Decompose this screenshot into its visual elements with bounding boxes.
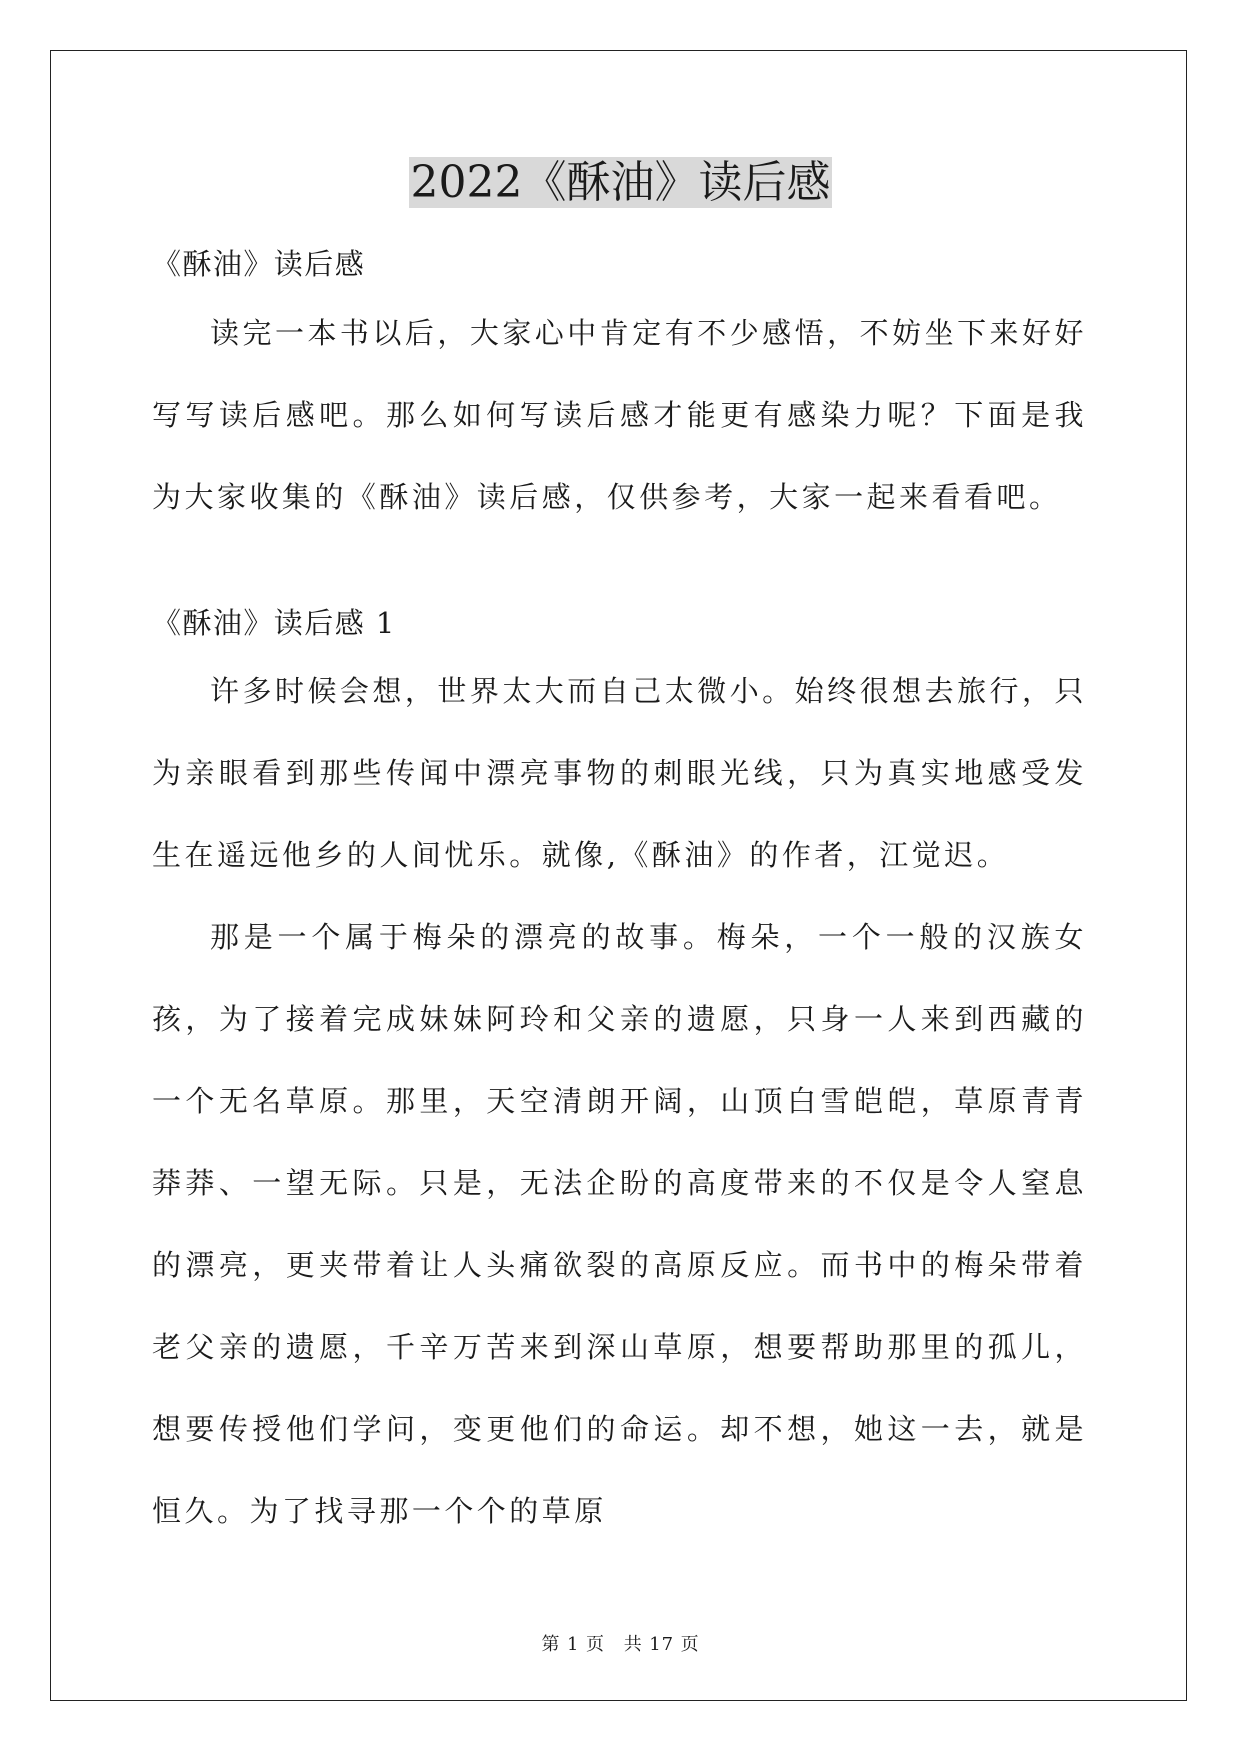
section-body [152,650,1087,1552]
title-text: 2022《酥油》读后感 [410,157,831,208]
document-title [0,155,1241,211]
body-paragraph: 那是一个属于梅朵的漂亮的故事。梅朵，一个一般的汉族女孩，为了接着完成妹妹阿玲和父亲的遗愿，只身一人来到西藏的一个无名草原。那里，天空清朗开阔，山顶白雪皑皑，草原青青莽莽、一望无际。只是，无法企盼的高度带来的不仅是令人窒息的漂亮，更夹带着让人头痛欲裂的高原反应。而书中的梅朵带着老父亲的遗愿，千辛万苦来到深山草原，想要帮助那里的孤儿，想要传授他们学问，变更他们的命运。却不想，她这一去，就是恒久。为了找寻那一个个的草原 [152,920,1087,1528]
intro-block [152,292,1087,538]
section-heading: 《酥油》读后感 1 [152,606,396,640]
intro-paragraph: 读完一本书以后，大家心中肯定有不少感悟，不妨坐下来好好写写读后感吧。那么如何写读后感才能更有感染力呢？下面是我为大家收集的《酥油》读后感，仅供参考，大家一起来看看吧。 [152,316,1087,514]
body-paragraph: 许多时候会想，世界太大而自己太微小。始终很想去旅行，只为亲眼看到那些传闻中漂亮事物的刺眼光线，只为真实地感受发生在遥远他乡的人间忧乐。就像,《酥油》的作者，江觉迟。 [152,674,1087,872]
page-footer: 第 1 页 共 17 页 [541,1634,700,1655]
document-subtitle: 《酥油》读后感 [152,247,366,281]
